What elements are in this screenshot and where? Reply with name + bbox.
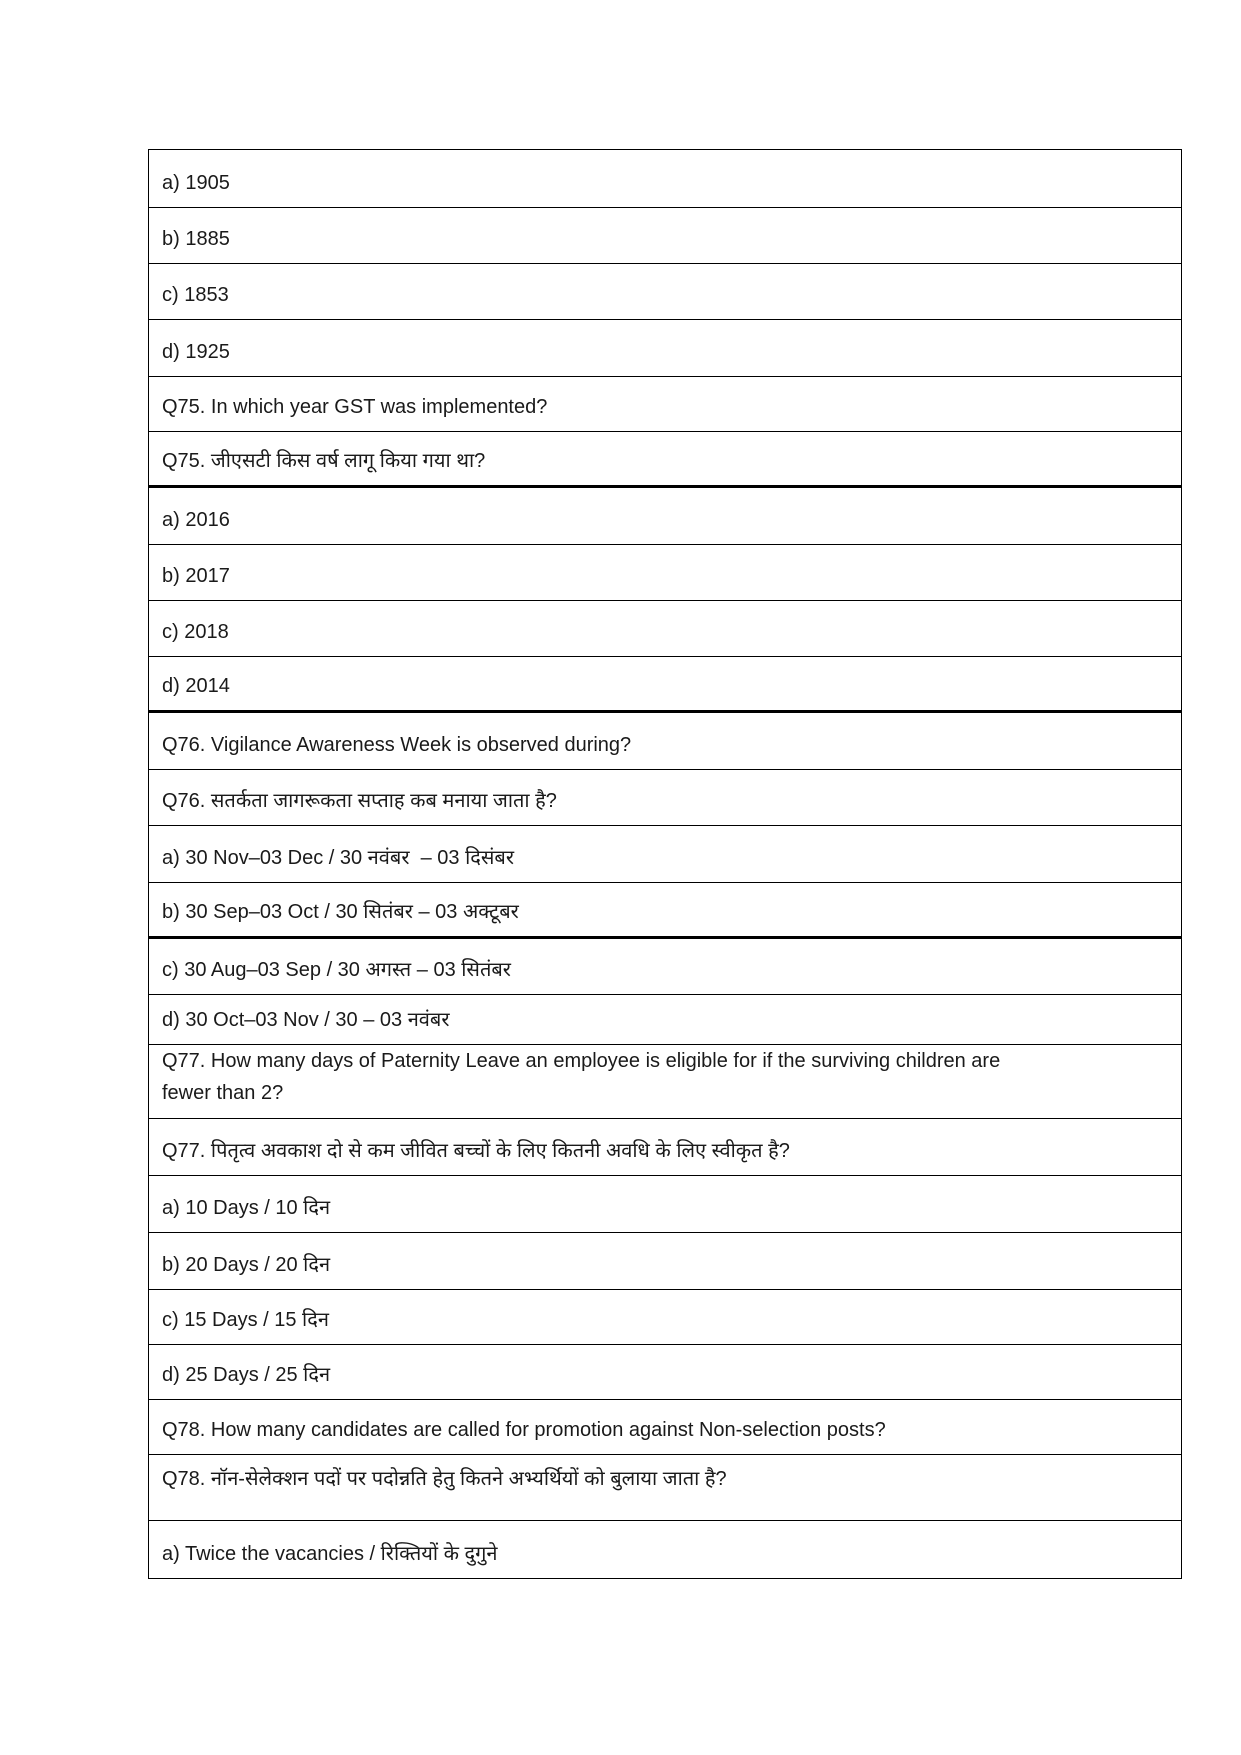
row-text: Q75. जीएसटी किस वर्ष लागू किया गया था? — [162, 450, 486, 472]
table-row — [149, 150, 1181, 208]
row-text: c) 30 Aug–03 Sep / 30 अगस्त – 03 सितंबर — [162, 959, 511, 981]
table-row — [149, 488, 1181, 545]
table-row — [149, 883, 1181, 939]
row-text: Q77. पितृत्व अवकाश दो से कम जीवित बच्चों के लिए कितनी अवधि के लिए स्वीकृत है? — [162, 1140, 790, 1162]
table-row — [149, 545, 1181, 601]
table-row — [149, 377, 1181, 432]
row-text: d) 2014 — [162, 675, 230, 697]
table-row — [149, 1233, 1181, 1290]
table-row — [149, 657, 1181, 713]
row-text: b) 30 Sep–03 Oct / 30 सितंबर – 03 अक्टूबर — [162, 901, 519, 923]
table-row — [149, 264, 1181, 320]
row-text: Q77. How many days of Paternity Leave an employee is eligible for if the surviving children are fewer than 2? — [162, 1050, 1006, 1104]
table-row — [149, 995, 1181, 1045]
question-table — [148, 149, 1182, 1579]
table-row — [149, 208, 1181, 264]
table-row — [149, 826, 1181, 883]
row-text: Q78. How many candidates are called for promotion against Non-selection posts? — [162, 1419, 886, 1441]
table-row — [149, 1455, 1181, 1521]
table-row — [149, 1290, 1181, 1345]
row-text: b) 20 Days / 20 दिन — [162, 1254, 331, 1276]
row-text: c) 15 Days / 15 दिन — [162, 1309, 329, 1331]
row-text: a) 2016 — [162, 509, 230, 531]
row-text: Q76. सतर्कता जागरूकता सप्ताह कब मनाया जाता है? — [162, 790, 557, 812]
row-text: a) 1905 — [162, 172, 230, 194]
table-row — [149, 770, 1181, 826]
table-row — [149, 939, 1181, 995]
row-text: Q78. नॉन-सेलेक्शन पदों पर पदोन्नति हेतु कितने अभ्यर्थियों को बुलाया जाता है? — [162, 1468, 727, 1490]
row-text: d) 1925 — [162, 341, 230, 363]
table-row — [149, 320, 1181, 377]
table-row — [149, 1045, 1181, 1119]
table-row — [149, 1119, 1181, 1176]
row-text: a) Twice the vacancies / रिक्तियों के दुगुने — [162, 1543, 498, 1565]
row-text: d) 25 Days / 25 दिन — [162, 1364, 331, 1386]
row-text: a) 30 Nov–03 Dec / 30 नवंबर – 03 दिसंबर — [162, 847, 515, 869]
row-text: c) 1853 — [162, 284, 229, 306]
table-row — [149, 1176, 1181, 1233]
table-row — [149, 1400, 1181, 1455]
table-row — [149, 432, 1181, 488]
row-text: a) 10 Days / 10 दिन — [162, 1197, 331, 1219]
table-row — [149, 1345, 1181, 1400]
row-text: Q76. Vigilance Awareness Week is observed during? — [162, 734, 632, 756]
row-text: d) 30 Oct–03 Nov / 30 – 03 नवंबर — [162, 1009, 450, 1031]
row-text: c) 2018 — [162, 621, 229, 643]
row-text: b) 1885 — [162, 228, 230, 250]
row-text: b) 2017 — [162, 565, 230, 587]
table-row — [149, 601, 1181, 657]
table-row — [149, 1521, 1181, 1578]
table-row — [149, 713, 1181, 770]
row-text: Q75. In which year GST was implemented? — [162, 396, 548, 418]
